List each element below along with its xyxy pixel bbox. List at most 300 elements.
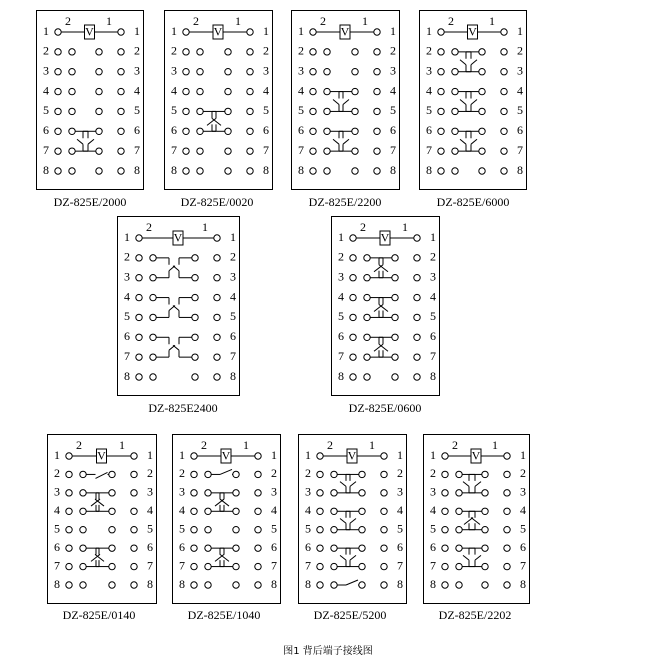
terminal-circle bbox=[131, 471, 137, 477]
terminal-number: 1 bbox=[390, 23, 396, 38]
terminal-circle bbox=[504, 563, 510, 569]
contact-blade bbox=[343, 139, 349, 144]
terminal-number: 1 bbox=[426, 23, 432, 38]
terminal-number: 1 bbox=[271, 447, 277, 462]
terminal-number: 2 bbox=[147, 466, 153, 481]
terminal-circle bbox=[183, 88, 189, 94]
terminal-circle bbox=[452, 128, 458, 134]
terminal-circle bbox=[214, 334, 220, 340]
terminal-circle bbox=[310, 168, 316, 174]
terminal-circle bbox=[214, 235, 220, 241]
coil-terminal-label: 1 bbox=[362, 13, 368, 28]
coil-terminal-label: 1 bbox=[243, 437, 249, 452]
terminal-number: 6 bbox=[230, 329, 236, 344]
terminal-circle bbox=[310, 29, 316, 35]
terminal-number: 8 bbox=[430, 576, 436, 591]
terminal-circle bbox=[352, 88, 358, 94]
terminal-circle bbox=[118, 148, 124, 154]
terminal-number: 7 bbox=[171, 142, 177, 157]
terminal-circle bbox=[501, 128, 507, 134]
terminal-circle bbox=[150, 275, 156, 281]
terminal-number: 4 bbox=[124, 289, 130, 304]
terminal-number: 3 bbox=[179, 484, 185, 499]
coil-terminal-label: 2 bbox=[448, 13, 454, 28]
terminal-circle bbox=[69, 69, 75, 75]
terminal-circle bbox=[501, 88, 507, 94]
contact-blade bbox=[173, 306, 179, 311]
terminal-circle bbox=[80, 582, 86, 588]
terminal-number: 4 bbox=[271, 503, 277, 518]
coil-terminal-label: 2 bbox=[65, 13, 71, 28]
terminal-circle bbox=[214, 354, 220, 360]
terminal-number: 8 bbox=[134, 162, 140, 177]
terminal-circle bbox=[452, 148, 458, 154]
terminal-number: 1 bbox=[179, 447, 185, 462]
terminal-circle bbox=[324, 88, 330, 94]
terminal-number: 8 bbox=[230, 368, 236, 383]
terminal-number: 8 bbox=[430, 368, 436, 383]
terminal-circle bbox=[482, 563, 488, 569]
terminal-circle bbox=[247, 49, 253, 55]
terminal-circle bbox=[183, 49, 189, 55]
terminal-circle bbox=[456, 490, 462, 496]
terminal-circle bbox=[504, 453, 510, 459]
contact-blade bbox=[212, 118, 221, 125]
terminal-circle bbox=[352, 49, 358, 55]
terminal-circle bbox=[331, 582, 337, 588]
coil-symbol: V bbox=[380, 230, 390, 245]
terminal-circle bbox=[197, 69, 203, 75]
terminal-number: 3 bbox=[124, 269, 130, 284]
terminal-number: 6 bbox=[43, 123, 49, 138]
terminal-circle bbox=[96, 148, 102, 154]
coil-terminal-label: 2 bbox=[452, 437, 458, 452]
terminal-number: 6 bbox=[520, 539, 526, 554]
terminal-circle bbox=[80, 563, 86, 569]
terminal-number: 5 bbox=[520, 521, 526, 536]
terminal-circle bbox=[414, 235, 420, 241]
terminal-circle bbox=[136, 255, 142, 261]
terminal-circle bbox=[504, 582, 510, 588]
terminal-circle bbox=[255, 453, 261, 459]
terminal-circle bbox=[438, 49, 444, 55]
coil-terminal-label: 2 bbox=[320, 13, 326, 28]
terminal-circle bbox=[392, 334, 398, 340]
contact-blade bbox=[340, 519, 346, 524]
contact-blade bbox=[343, 100, 349, 105]
terminal-circle bbox=[479, 148, 485, 154]
terminal-circle bbox=[438, 128, 444, 134]
terminal-circle bbox=[452, 108, 458, 114]
terminal-circle bbox=[118, 69, 124, 75]
terminal-number: 4 bbox=[430, 289, 436, 304]
terminal-circle bbox=[456, 563, 462, 569]
terminal-circle bbox=[504, 545, 510, 551]
terminal-number: 7 bbox=[426, 142, 432, 157]
terminal-number: 8 bbox=[124, 368, 130, 383]
terminal-circle bbox=[197, 49, 203, 55]
terminal-number: 2 bbox=[390, 43, 396, 58]
terminal-circle bbox=[183, 108, 189, 114]
terminal-circle bbox=[479, 88, 485, 94]
terminal-number: 7 bbox=[54, 558, 60, 573]
coil-terminal-label: 2 bbox=[360, 219, 366, 234]
terminal-number: 3 bbox=[520, 484, 526, 499]
terminal-circle bbox=[374, 29, 380, 35]
terminal-circle bbox=[359, 471, 365, 477]
terminal-circle bbox=[205, 545, 211, 551]
terminal-circle bbox=[55, 128, 61, 134]
terminal-circle bbox=[310, 128, 316, 134]
terminal-number: 8 bbox=[305, 576, 311, 591]
coil-symbol: V bbox=[213, 24, 223, 39]
terminal-number: 4 bbox=[298, 83, 304, 98]
terminal-circle bbox=[55, 108, 61, 114]
terminal-number: 2 bbox=[124, 249, 130, 264]
coil-symbol: V bbox=[85, 24, 94, 39]
terminal-number: 1 bbox=[298, 23, 304, 38]
terminal-number: 7 bbox=[134, 142, 140, 157]
contact-blade bbox=[220, 469, 232, 474]
contact-blade bbox=[374, 305, 383, 312]
terminal-circle bbox=[197, 108, 203, 114]
terminal-circle bbox=[350, 334, 356, 340]
panel-label: DZ-825E/6000 bbox=[436, 195, 510, 209]
terminal-circle bbox=[136, 294, 142, 300]
terminal-circle bbox=[392, 255, 398, 261]
terminal-circle bbox=[69, 108, 75, 114]
contact-blade bbox=[173, 345, 179, 350]
panel-label: DZ-825E/0020 bbox=[180, 195, 254, 209]
contact-blade bbox=[471, 139, 477, 144]
terminal-circle bbox=[364, 354, 370, 360]
terminal-number: 3 bbox=[426, 63, 432, 78]
terminal-circle bbox=[324, 128, 330, 134]
terminal-circle bbox=[381, 490, 387, 496]
terminal-number: 5 bbox=[517, 103, 523, 118]
terminal-circle bbox=[247, 69, 253, 75]
coil-terminal-label: 1 bbox=[489, 13, 495, 28]
terminal-circle bbox=[364, 294, 370, 300]
terminal-number: 5 bbox=[171, 103, 177, 118]
coil-terminal-label: 1 bbox=[235, 13, 241, 28]
terminal-circle bbox=[118, 168, 124, 174]
terminal-circle bbox=[381, 582, 387, 588]
contact-blade bbox=[77, 139, 83, 144]
terminal-circle bbox=[109, 563, 115, 569]
terminal-number: 4 bbox=[520, 503, 526, 518]
terminal-circle bbox=[247, 148, 253, 154]
terminal-circle bbox=[317, 453, 323, 459]
terminal-circle bbox=[109, 545, 115, 551]
coil-terminal-label: 1 bbox=[369, 437, 375, 452]
terminal-number: 5 bbox=[263, 103, 269, 118]
terminal-circle bbox=[456, 471, 462, 477]
terminal-circle bbox=[331, 471, 337, 477]
terminal-circle bbox=[438, 108, 444, 114]
terminal-circle bbox=[136, 275, 142, 281]
terminal-circle bbox=[197, 148, 203, 154]
terminal-circle bbox=[192, 255, 198, 261]
terminal-circle bbox=[192, 294, 198, 300]
terminal-circle bbox=[310, 69, 316, 75]
terminal-number: 4 bbox=[305, 503, 311, 518]
terminal-circle bbox=[192, 314, 198, 320]
terminal-circle bbox=[352, 168, 358, 174]
terminal-circle bbox=[131, 563, 137, 569]
terminal-circle bbox=[96, 69, 102, 75]
terminal-circle bbox=[374, 148, 380, 154]
terminal-circle bbox=[247, 168, 253, 174]
terminal-circle bbox=[150, 255, 156, 261]
contact-blade bbox=[475, 482, 481, 487]
terminal-circle bbox=[331, 545, 337, 551]
terminal-circle bbox=[150, 334, 156, 340]
terminal-circle bbox=[482, 582, 488, 588]
terminal-circle bbox=[438, 148, 444, 154]
terminal-circle bbox=[392, 354, 398, 360]
terminal-number: 7 bbox=[520, 558, 526, 573]
terminal-number: 6 bbox=[179, 539, 185, 554]
terminal-number: 5 bbox=[230, 309, 236, 324]
terminal-circle bbox=[69, 128, 75, 134]
terminal-circle bbox=[55, 69, 61, 75]
terminal-circle bbox=[331, 527, 337, 533]
terminal-number: 3 bbox=[390, 63, 396, 78]
terminal-circle bbox=[456, 545, 462, 551]
terminal-number: 5 bbox=[426, 103, 432, 118]
terminal-circle bbox=[350, 294, 356, 300]
terminal-number: 7 bbox=[179, 558, 185, 573]
coil-terminal-label: 2 bbox=[76, 437, 82, 452]
terminal-circle bbox=[197, 88, 203, 94]
contact-blade bbox=[379, 265, 388, 272]
terminal-number: 2 bbox=[230, 249, 236, 264]
terminal-circle bbox=[136, 354, 142, 360]
terminal-circle bbox=[310, 49, 316, 55]
coil-terminal-label: 1 bbox=[202, 219, 208, 234]
contact-blade bbox=[463, 482, 469, 487]
terminal-circle bbox=[136, 314, 142, 320]
terminal-number: 3 bbox=[147, 484, 153, 499]
terminal-number: 2 bbox=[271, 466, 277, 481]
contact-blade bbox=[333, 100, 339, 105]
contact-blade bbox=[463, 555, 469, 560]
terminal-circle bbox=[442, 508, 448, 514]
terminal-number: 4 bbox=[263, 83, 269, 98]
terminal-circle bbox=[352, 128, 358, 134]
terminal-circle bbox=[109, 582, 115, 588]
terminal-circle bbox=[66, 471, 72, 477]
terminal-circle bbox=[352, 69, 358, 75]
coil-symbol: V bbox=[97, 448, 106, 463]
terminal-circle bbox=[131, 453, 137, 459]
contact-blade bbox=[340, 482, 346, 487]
terminal-circle bbox=[359, 545, 365, 551]
terminal-circle bbox=[317, 471, 323, 477]
terminal-circle bbox=[482, 508, 488, 514]
terminal-circle bbox=[442, 490, 448, 496]
terminal-number: 1 bbox=[43, 23, 49, 38]
terminal-number: 2 bbox=[171, 43, 177, 58]
contact-blade bbox=[350, 519, 356, 524]
terminal-number: 3 bbox=[54, 484, 60, 499]
terminal-number: 5 bbox=[338, 309, 344, 324]
terminal-circle bbox=[66, 527, 72, 533]
terminal-number: 5 bbox=[179, 521, 185, 536]
terminal-number: 7 bbox=[230, 348, 236, 363]
panel-label: DZ-825E/0600 bbox=[348, 401, 422, 415]
terminal-circle bbox=[233, 508, 239, 514]
terminal-circle bbox=[233, 471, 239, 477]
terminal-circle bbox=[69, 168, 75, 174]
terminal-number: 6 bbox=[305, 539, 311, 554]
terminal-number: 6 bbox=[263, 123, 269, 138]
terminal-number: 7 bbox=[124, 348, 130, 363]
terminal-circle bbox=[214, 255, 220, 261]
terminal-number: 2 bbox=[54, 466, 60, 481]
terminal-number: 5 bbox=[430, 309, 436, 324]
terminal-number: 6 bbox=[171, 123, 177, 138]
terminal-circle bbox=[317, 545, 323, 551]
coil-terminal-label: 2 bbox=[146, 219, 152, 234]
terminal-number: 8 bbox=[147, 576, 153, 591]
terminal-circle bbox=[66, 490, 72, 496]
terminal-circle bbox=[414, 314, 420, 320]
terminal-number: 2 bbox=[134, 43, 140, 58]
terminal-circle bbox=[324, 148, 330, 154]
terminal-number: 5 bbox=[397, 521, 403, 536]
terminal-circle bbox=[504, 490, 510, 496]
terminal-number: 6 bbox=[54, 539, 60, 554]
terminal-number: 2 bbox=[430, 466, 436, 481]
terminal-circle bbox=[183, 168, 189, 174]
terminal-circle bbox=[392, 294, 398, 300]
terminal-number: 1 bbox=[147, 447, 153, 462]
terminal-circle bbox=[374, 128, 380, 134]
terminal-circle bbox=[197, 168, 203, 174]
terminal-circle bbox=[136, 334, 142, 340]
terminal-circle bbox=[504, 508, 510, 514]
coil-symbol: V bbox=[347, 448, 357, 463]
terminal-number: 2 bbox=[430, 249, 436, 264]
terminal-number: 7 bbox=[430, 348, 436, 363]
figure-caption: 图1 背后端子接线图 bbox=[283, 646, 373, 657]
terminal-circle bbox=[350, 354, 356, 360]
terminal-number: 1 bbox=[124, 229, 130, 244]
terminal-circle bbox=[442, 527, 448, 533]
terminal-number: 3 bbox=[230, 269, 236, 284]
terminal-number: 2 bbox=[338, 249, 344, 264]
terminal-number: 1 bbox=[263, 23, 269, 38]
terminal-number: 2 bbox=[426, 43, 432, 58]
contact-blade bbox=[88, 139, 94, 144]
panel-label: DZ-825E/2200 bbox=[308, 195, 382, 209]
terminal-circle bbox=[191, 545, 197, 551]
terminal-circle bbox=[456, 582, 462, 588]
terminal-circle bbox=[381, 508, 387, 514]
terminal-circle bbox=[392, 275, 398, 281]
terminal-circle bbox=[479, 128, 485, 134]
terminal-circle bbox=[479, 168, 485, 174]
contact-blade bbox=[173, 266, 179, 271]
terminal-circle bbox=[109, 527, 115, 533]
terminal-circle bbox=[482, 545, 488, 551]
terminal-number: 8 bbox=[263, 162, 269, 177]
terminal-circle bbox=[131, 490, 137, 496]
terminal-circle bbox=[501, 69, 507, 75]
terminal-circle bbox=[150, 314, 156, 320]
terminal-circle bbox=[80, 527, 86, 533]
contact-blade bbox=[207, 118, 216, 125]
terminal-circle bbox=[350, 314, 356, 320]
terminal-circle bbox=[331, 563, 337, 569]
terminal-circle bbox=[55, 29, 61, 35]
terminal-number: 1 bbox=[397, 447, 403, 462]
terminal-circle bbox=[442, 582, 448, 588]
terminal-number: 7 bbox=[338, 348, 344, 363]
terminal-number: 4 bbox=[517, 83, 523, 98]
terminal-circle bbox=[442, 545, 448, 551]
terminal-number: 3 bbox=[134, 63, 140, 78]
terminal-circle bbox=[96, 128, 102, 134]
terminal-circle bbox=[191, 563, 197, 569]
terminal-circle bbox=[374, 108, 380, 114]
terminal-circle bbox=[191, 471, 197, 477]
terminal-number: 3 bbox=[298, 63, 304, 78]
terminal-circle bbox=[136, 235, 142, 241]
terminal-number: 7 bbox=[517, 142, 523, 157]
terminal-number: 1 bbox=[54, 447, 60, 462]
terminal-number: 3 bbox=[263, 63, 269, 78]
terminal-circle bbox=[310, 148, 316, 154]
terminal-circle bbox=[69, 148, 75, 154]
terminal-circle bbox=[350, 374, 356, 380]
terminal-circle bbox=[381, 563, 387, 569]
terminal-circle bbox=[374, 168, 380, 174]
terminal-number: 5 bbox=[43, 103, 49, 118]
terminal-number: 6 bbox=[390, 123, 396, 138]
terminal-number: 8 bbox=[426, 162, 432, 177]
terminal-circle bbox=[191, 582, 197, 588]
terminal-circle bbox=[214, 294, 220, 300]
panel-label: DZ-825E/2000 bbox=[53, 195, 127, 209]
contact-blade bbox=[471, 100, 477, 105]
terminal-circle bbox=[191, 453, 197, 459]
terminal-number: 8 bbox=[517, 162, 523, 177]
terminal-circle bbox=[192, 275, 198, 281]
coil-terminal-label: 1 bbox=[119, 437, 125, 452]
terminal-circle bbox=[381, 453, 387, 459]
contact-blade bbox=[475, 555, 481, 560]
terminal-circle bbox=[225, 49, 231, 55]
terminal-circle bbox=[479, 49, 485, 55]
terminal-number: 8 bbox=[338, 368, 344, 383]
terminal-circle bbox=[374, 49, 380, 55]
terminal-number: 1 bbox=[171, 23, 177, 38]
terminal-circle bbox=[381, 545, 387, 551]
terminal-circle bbox=[442, 471, 448, 477]
terminal-number: 1 bbox=[230, 229, 236, 244]
terminal-circle bbox=[414, 294, 420, 300]
terminal-circle bbox=[80, 471, 86, 477]
coil-symbol: V bbox=[340, 24, 350, 39]
terminal-circle bbox=[136, 374, 142, 380]
panel-label: DZ-825E/0140 bbox=[62, 608, 136, 622]
terminal-number: 6 bbox=[430, 329, 436, 344]
terminal-circle bbox=[80, 545, 86, 551]
terminal-circle bbox=[225, 128, 231, 134]
